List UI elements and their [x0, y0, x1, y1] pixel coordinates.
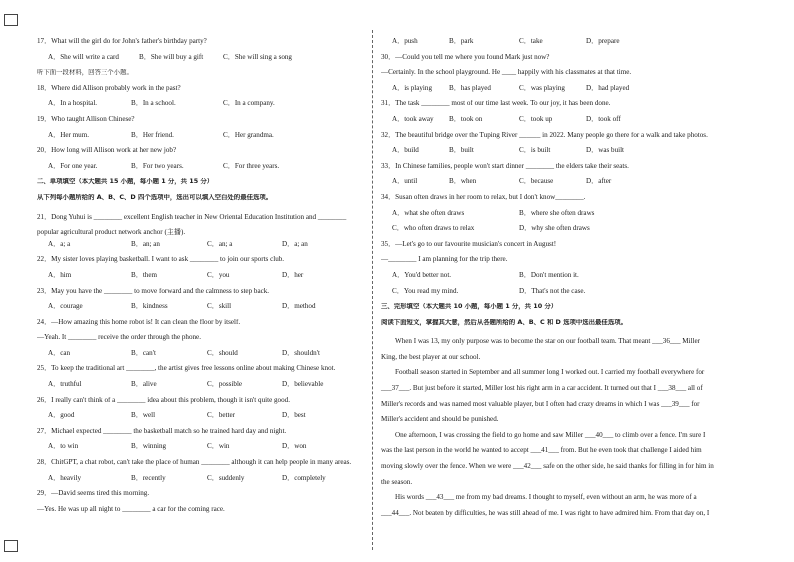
- question-20: 20．How long will Allison work at her new job?: [37, 147, 177, 155]
- question-35-line2: —________ I am planning for the trip there.: [381, 256, 508, 264]
- q33-option-b[interactable]: B．when: [449, 177, 477, 186]
- q32-option-c[interactable]: C．is built: [519, 146, 551, 155]
- question-21: 21．Dong Yuhui is ________ excellent English teacher in New Oriental Education Institution and ________ popular agricultural product network anchor (主播).: [37, 212, 347, 237]
- q21-option-c[interactable]: C．an; a: [207, 239, 233, 248]
- passage-paragraph-2: Football season started in September and all summer long I worked out. I carried my football everywhere for ___37___. But just before it started, Miller lost his right arm in a car accident. It turned out that I ___38___ all of Miller's records and was named most valuable player, but I often had crazy dreams in which I was ___39___ for Miller's accident and should be punished.: [381, 368, 705, 424]
- section-2-instructions: 从下列每小题所给的 A、B、C、D 四个选项中，选出可以填入空白处的最佳选项。: [37, 193, 273, 201]
- q29-option-b[interactable]: B．park: [449, 37, 474, 45]
- q23-option-a[interactable]: A．courage: [48, 302, 83, 311]
- margin-box-bottom: [4, 540, 18, 552]
- q33-option-a[interactable]: A．until: [392, 177, 418, 186]
- question-27: 27．Michael expected ________ the basketball match so he trained hard day and night.: [37, 427, 287, 435]
- q23-option-c[interactable]: C．skill: [207, 302, 232, 311]
- q31-option-a[interactable]: A．took away: [392, 114, 434, 123]
- q34-options-row1: [381, 210, 715, 226]
- q22-option-d[interactable]: D．her: [282, 270, 304, 279]
- question-29-line1: 29．—David seems tired this morning.: [37, 490, 150, 498]
- q23-option-d[interactable]: D．method: [282, 302, 316, 311]
- q24-option-a[interactable]: A．can: [48, 348, 71, 357]
- q32-options: [381, 147, 715, 163]
- q19-option-b[interactable]: B．Her friend.: [131, 130, 174, 139]
- right-column: [381, 38, 715, 521]
- q35-options-row2: [381, 288, 715, 304]
- q31-option-c[interactable]: C．took up: [519, 114, 553, 123]
- q21-option-d[interactable]: D．a; an: [282, 239, 308, 248]
- q31-option-d[interactable]: D．took off: [586, 114, 621, 123]
- q29-option-c[interactable]: C．take: [519, 37, 543, 45]
- question-32: 32．The beautiful bridge over the Tuping River ______ in 2022. Many people go there for a walk and take photos.: [381, 131, 708, 139]
- q17-option-a[interactable]: A．She will write a card: [48, 52, 119, 61]
- q34-option-c[interactable]: C．who often draws to relax: [392, 224, 475, 233]
- q31-options: [381, 116, 715, 132]
- q17-option-c[interactable]: C．She will sing a song: [223, 52, 292, 61]
- q21-option-b[interactable]: B．an; an: [131, 239, 160, 248]
- q25-option-c[interactable]: C．possible: [207, 380, 243, 389]
- question-35-line1: 35．—Let's go to our favourite musician's concert in August!: [381, 240, 557, 248]
- q20-option-c[interactable]: C．For three years.: [223, 161, 280, 170]
- q18-option-a[interactable]: A．In a hospital.: [48, 99, 98, 108]
- q30-option-b[interactable]: B．has played: [449, 83, 491, 92]
- q32-option-d[interactable]: D．was built: [586, 146, 625, 155]
- question-31: 31．The task ________ most of our time last week. To our joy, it has been done.: [381, 100, 611, 108]
- q26-option-a[interactable]: A．good: [48, 411, 75, 420]
- q31-option-b[interactable]: B．took on: [449, 114, 483, 123]
- q24-option-b[interactable]: B．can't: [131, 348, 156, 357]
- question-26: 26．I really can't think of a ________ idea about this problem, though it isn't quite good.: [37, 396, 290, 404]
- question-34: 34．Susan often draws in her room to relax, but I don't know________.: [381, 193, 586, 201]
- q20-option-b[interactable]: B．For two years.: [131, 161, 184, 170]
- q25-options: [37, 381, 355, 397]
- question-17: 17．What will the girl do for John's father's birthday party?: [37, 38, 207, 45]
- q34-option-b[interactable]: B．where she often draws: [519, 208, 595, 217]
- q35-option-a[interactable]: A．You'd better not.: [392, 270, 452, 279]
- q30-option-d[interactable]: D．had played: [586, 83, 630, 92]
- q19-options: [37, 132, 355, 148]
- q20-option-a[interactable]: A．For one year.: [48, 161, 98, 170]
- q33-option-c[interactable]: C．because: [519, 177, 554, 186]
- question-30-line1: 30．—Could you tell me where you found Mark just now?: [381, 53, 550, 61]
- q23-options: [37, 303, 355, 319]
- q26-option-d[interactable]: D．best: [282, 411, 306, 420]
- question-25: 25．To keep the traditional art ________, the artist gives free lessons online about making Chinese knot.: [37, 365, 336, 373]
- q24-options: [37, 350, 355, 366]
- question-33: 33．In Chinese families, people won't start dinner ________ the elders take their seats.: [381, 162, 629, 170]
- q19-option-c[interactable]: C．Her grandma.: [223, 130, 274, 139]
- q27-option-c[interactable]: C．win: [207, 442, 230, 451]
- q27-options: [37, 443, 355, 459]
- question-22: 22．My sister loves playing basketball. I want to ask ________ to join our sports club.: [37, 256, 285, 264]
- passage-paragraph-4: His words ___43___ me from my bad dreams. I thought to myself, even without an arm, he was more of a ___44___. Not beaten by difficulties, he was still ahead of me. I was right to have admired him. From that day on, I: [381, 493, 710, 517]
- q25-option-b[interactable]: B．alive: [131, 380, 157, 389]
- question-24-line2: —Yeah. It ________ receive the order through the phone.: [37, 334, 201, 342]
- q34-option-a[interactable]: A．what she often draws: [392, 208, 465, 217]
- q30-options: [381, 85, 715, 101]
- q28-option-d[interactable]: D．completely: [282, 473, 326, 482]
- q25-option-d[interactable]: D．believable: [282, 380, 324, 389]
- q17-options: [37, 54, 355, 70]
- q27-option-a[interactable]: A．to win: [48, 442, 79, 451]
- q20-options: [37, 163, 355, 179]
- question-23: 23．May you have the ________ to move forward and the calmness to step back.: [37, 287, 270, 295]
- q28-option-c[interactable]: C．suddenly: [207, 473, 245, 482]
- q26-option-b[interactable]: B．well: [131, 411, 156, 420]
- question-30-line2: —Certainly. In the school playground. He ____ happily with his classmates at that time.: [381, 69, 632, 77]
- question-18: 18．Where did Allison probably work in the past?: [37, 84, 181, 92]
- q30-option-a[interactable]: A．is playing: [392, 83, 432, 92]
- q27-option-b[interactable]: B．winning: [131, 442, 167, 451]
- q26-option-c[interactable]: C．better: [207, 411, 235, 420]
- q22-option-b[interactable]: B．them: [131, 270, 158, 279]
- q21-option-a[interactable]: A．a; a: [48, 239, 71, 248]
- passage-paragraph-3: One afternoon, I was crossing the field to go home and saw Miller ___40___ to climb over a fence. I'm sure I was the last person in the world he wanted to accept ___41___ from. But he even took that challenge I aided him moving slowly over the fence. When we were ___42___ safe on the other side, he said thanks for filling in for him in the season.: [381, 430, 714, 486]
- q28-option-b[interactable]: B．recently: [131, 473, 166, 482]
- q34-option-d[interactable]: D．why she often draws: [519, 224, 590, 233]
- margin-box-top: [4, 14, 18, 26]
- q24-option-d[interactable]: D．shouldn't: [282, 348, 320, 357]
- q17-option-b[interactable]: B．She will buy a gift: [139, 52, 204, 61]
- q19-option-a[interactable]: A．Her mum.: [48, 130, 89, 139]
- passage-paragraph-1: When I was 13, my only purpose was to become the star on our football team. That meant ___36___ Miller King, the best player at our school.: [381, 337, 701, 361]
- q32-option-b[interactable]: B．built: [449, 146, 474, 155]
- q18-options: [37, 100, 355, 116]
- material-intro: 听下面一段材料，回答三个小题。: [37, 69, 133, 77]
- q35-options-row1: [381, 272, 715, 288]
- question-29-line2: —Yes. He was up all night to ________ a car for the coming race.: [37, 505, 225, 513]
- question-24-line1: 24．—How amazing this home robot is! It can clean the floor by itself.: [37, 318, 241, 326]
- q24-option-c[interactable]: C．should: [207, 348, 238, 357]
- q29-option-d[interactable]: D．prepare: [586, 37, 620, 45]
- section-3-title: 三、完形填空（本大题共 10 小题，每小题 1 分，共 10 分）: [381, 303, 558, 311]
- q28-options: [37, 475, 355, 491]
- q22-option-c[interactable]: C．you: [207, 270, 230, 279]
- q23-option-b[interactable]: B．kindness: [131, 302, 168, 311]
- q25-option-a[interactable]: A．truthful: [48, 380, 82, 389]
- q27-option-d[interactable]: D．won: [282, 442, 307, 451]
- q33-options: [381, 178, 715, 194]
- q26-options: [37, 412, 355, 428]
- q32-option-a[interactable]: A．build: [392, 146, 419, 155]
- q35-option-d[interactable]: D．That's not the case.: [519, 286, 586, 295]
- question-19: 19．Who taught Allison Chinese?: [37, 115, 135, 123]
- q18-option-b[interactable]: B．In a school.: [131, 99, 176, 108]
- q34-options-row2: [381, 225, 715, 241]
- q29-option-a[interactable]: A．push: [392, 37, 418, 45]
- section-2-title: 二、单项填空（本大题共 15 小题，每小题 1 分，共 15 分）: [37, 178, 214, 186]
- q33-option-d[interactable]: D．after: [586, 177, 612, 186]
- left-column: [37, 38, 355, 521]
- q22-option-a[interactable]: A．him: [48, 270, 72, 279]
- q29-options: [381, 38, 715, 54]
- q21-options: [37, 241, 355, 257]
- q30-option-c[interactable]: C．was playing: [519, 83, 565, 92]
- q22-options: [37, 272, 355, 288]
- q35-option-b[interactable]: B．Don't mention it.: [519, 270, 579, 279]
- column-divider: [372, 30, 373, 550]
- q18-option-c[interactable]: C．In a company.: [223, 99, 275, 108]
- question-28: 28．ChitGPT, a chat robot, can't take the place of human ________ although it can help people in many areas.: [37, 459, 352, 467]
- q35-option-c[interactable]: C．You read my mind.: [392, 286, 459, 295]
- section-3-instructions: 阅读下面短文，掌握其大意，然后从各题所给的 A、B、C 和 D 选项中选出最佳选项。: [381, 318, 627, 326]
- q28-option-a[interactable]: A．heavily: [48, 473, 82, 482]
